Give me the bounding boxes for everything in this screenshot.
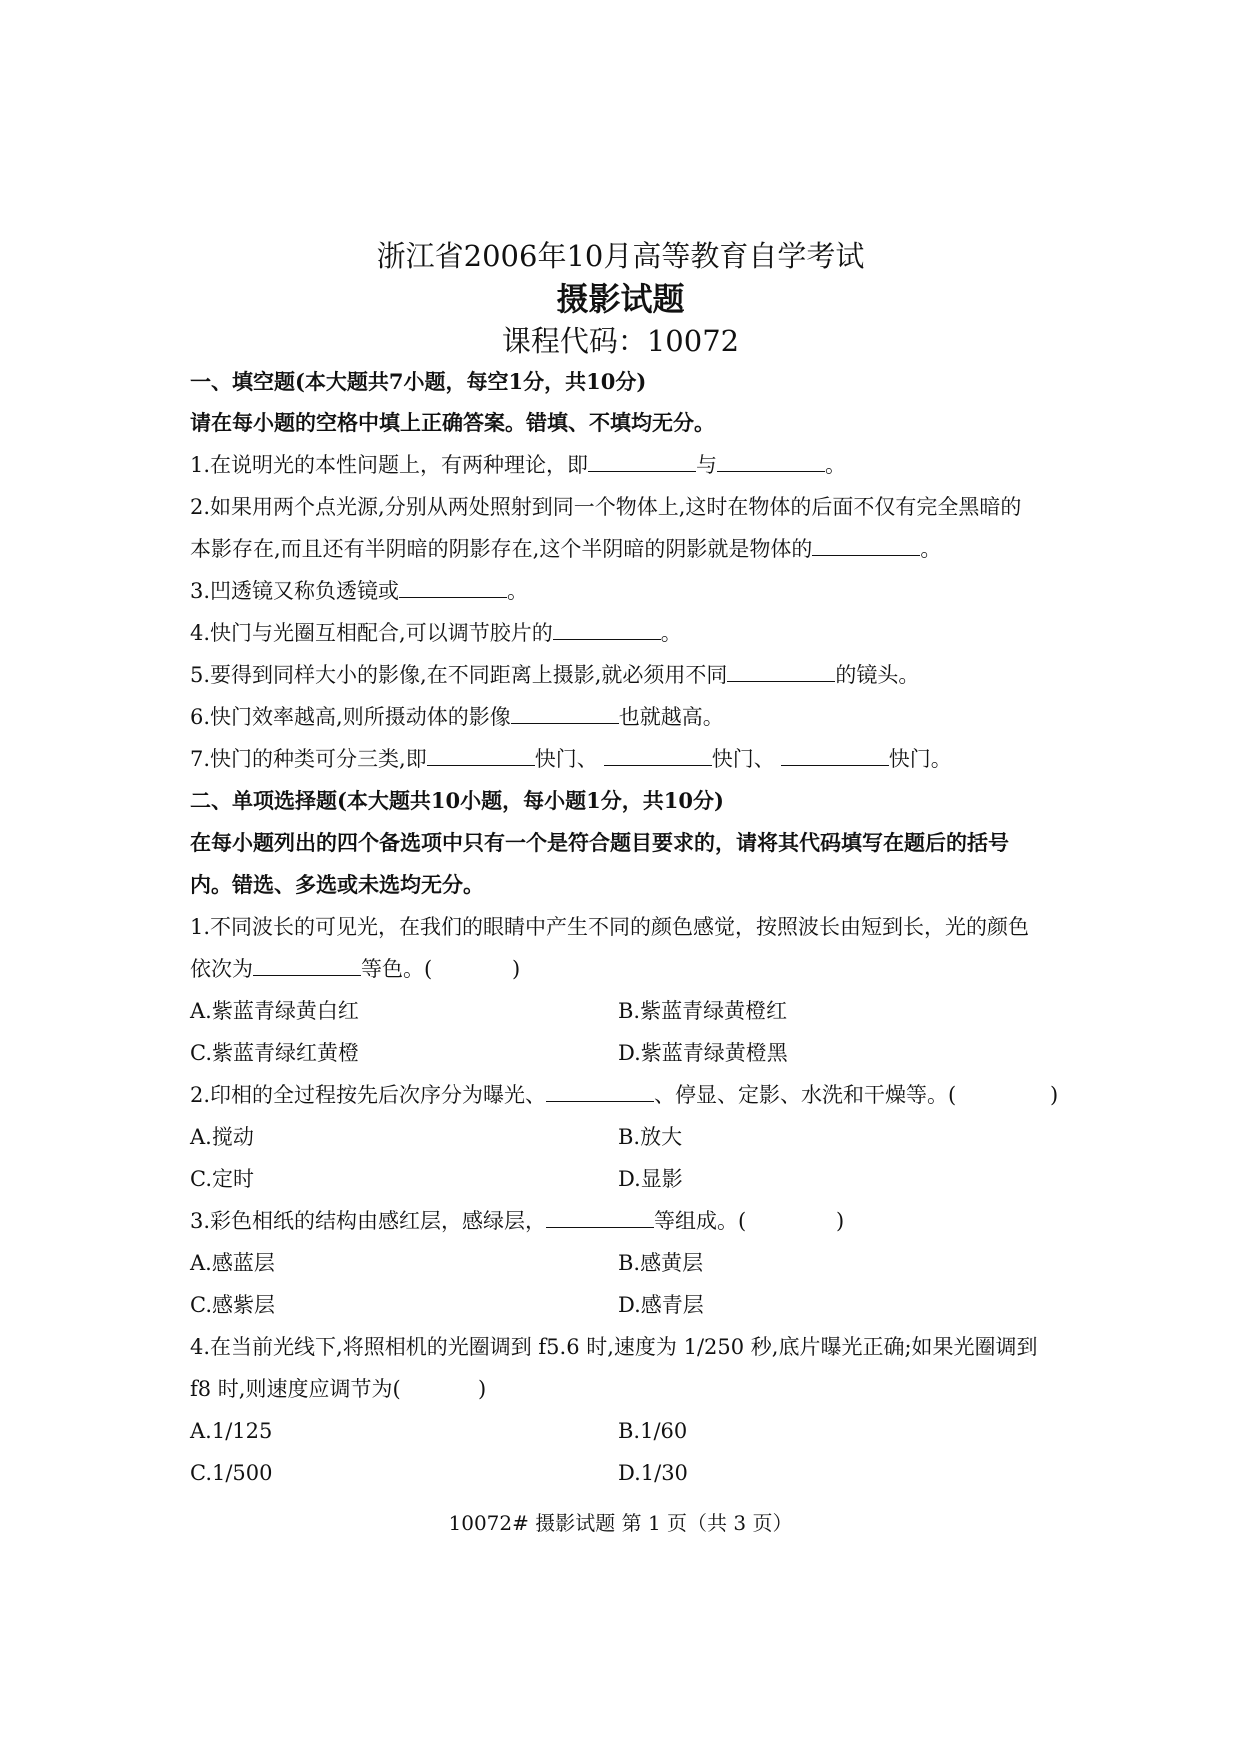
answer-blank [427, 745, 535, 766]
option-a: A.感蓝层 [190, 1251, 275, 1275]
question-text: 4.快门与光圈互相配合,可以调节胶片的 [190, 621, 553, 645]
fill-question-2-line1: 2.如果用两个点光源,分别从两处照射到同一个物体上,这时在物体的后面不仅有完全黑暗的 [190, 495, 1022, 519]
answer-blank [399, 577, 507, 598]
answer-blank [588, 451, 696, 472]
option-d: D.紫蓝青绿黄橙黑 [618, 1041, 788, 1065]
question-text: 。 [825, 453, 847, 477]
choice-question-1-line1: 1.不同波长的可见光，在我们的眼睛中产生不同的颜色感觉，按照波长由短到长，光的颜色 [190, 915, 1030, 939]
answer-blank [253, 955, 361, 976]
option-d: D.1/30 [618, 1461, 688, 1485]
answer-blank [553, 619, 661, 640]
question-text: 快门、 [534, 747, 598, 771]
question-text: 2.印相的全过程按先后次序分为曝光、 [190, 1083, 547, 1107]
answer-blank [546, 1081, 654, 1102]
option-b: B.1/60 [618, 1419, 688, 1443]
question-text: 快门。 [888, 747, 952, 771]
option-b: B.紫蓝青绿黄橙红 [618, 999, 788, 1023]
choice-question-4-line2: f8 时,则速度应调节为( [190, 1377, 401, 1401]
question-text: 3.彩色相纸的结构由感红层，感绿层， [190, 1209, 547, 1233]
section1-heading: 一、填空题(本大题共7小题，每空1分，共10分) [190, 369, 647, 394]
option-c: C.定时 [190, 1167, 254, 1191]
answer-paren-close: ) [836, 1209, 845, 1233]
answer-blank [604, 745, 712, 766]
answer-blank [717, 451, 825, 472]
question-text: 3.凹透镜又称负透镜或 [190, 579, 400, 603]
subject-title: 摄影试题 [556, 280, 685, 318]
choice-question-3 [190, 1206, 746, 1236]
choice-question-2 [190, 1080, 956, 1110]
option-d: D.显影 [618, 1167, 683, 1191]
question-text: 。 [507, 579, 529, 603]
question-text: 本影存在,而且还有半阴暗的阴影存在,这个半阴暗的阴影就是物体的 [190, 537, 813, 561]
question-text: 。 [920, 537, 942, 561]
section2-instruction-line1: 在每小题列出的四个备选项中只有一个是符合题目要求的，请将其代码填写在题后的括号 [190, 830, 1009, 855]
choice-question-1-line2 [190, 954, 432, 984]
answer-paren-close: ) [1050, 1083, 1059, 1107]
option-a: A.紫蓝青绿黄白红 [190, 999, 359, 1023]
answer-paren-close: ) [512, 957, 521, 981]
fill-question-3 [190, 576, 528, 606]
fill-question-7 [190, 744, 952, 774]
question-text: 的镜头。 [835, 663, 920, 687]
option-b: B.感黄层 [618, 1251, 704, 1275]
choice-question-4-line1: 4.在当前光线下,将照相机的光圈调到 f5.6 时,速度为 1/250 秒,底片曝光正确;如果光圈调到 [190, 1335, 1038, 1359]
question-text: 依次为 [190, 957, 253, 981]
question-text: 快门、 [711, 747, 775, 771]
question-text: 1.在说明光的本性问题上，有两种理论，即 [190, 453, 589, 477]
exam-title: 浙江省2006年10月高等教育自学考试 [376, 239, 865, 273]
answer-blank [546, 1207, 654, 1228]
question-text: 。 [660, 621, 682, 645]
question-text: 6.快门效率越高,则所摄动体的影像 [190, 705, 511, 729]
option-c: C.感紫层 [190, 1293, 275, 1317]
answer-paren-close: ) [478, 1377, 487, 1401]
section2-instruction-line2: 内。错选、多选或未选均无分。 [190, 872, 484, 897]
option-a: A.1/125 [190, 1419, 273, 1443]
page-footer: 10072# 摄影试题 第 1 页（共 3 页） [448, 1511, 793, 1535]
option-c: C.紫蓝青绿红黄橙 [190, 1041, 359, 1065]
question-text: 与 [696, 453, 718, 477]
answer-blank [727, 661, 835, 682]
question-text: 等色。( [361, 957, 433, 981]
option-a: A.搅动 [190, 1125, 254, 1149]
answer-blank [812, 535, 920, 556]
question-text: 5.要得到同样大小的影像,在不同距离上摄影,就必须用不同 [190, 663, 728, 687]
fill-question-5 [190, 660, 919, 690]
question-text: 7.快门的种类可分三类,即 [190, 747, 427, 771]
fill-question-6 [190, 702, 724, 732]
question-text: 也就越高。 [618, 705, 724, 729]
fill-question-2-line2 [190, 534, 941, 564]
question-text: 、停显、定影、水洗和干燥等。( [654, 1083, 957, 1107]
question-text: 等组成。( [654, 1209, 747, 1233]
course-code: 课程代码：10072 [501, 324, 740, 358]
section2-heading: 二、单项选择题(本大题共10小题，每小题1分，共10分) [190, 788, 724, 813]
option-c: C.1/500 [190, 1461, 273, 1485]
option-d: D.感青层 [618, 1293, 704, 1317]
fill-question-1 [190, 450, 846, 480]
section1-instruction: 请在每小题的空格中填上正确答案。错填、不填均无分。 [190, 410, 715, 435]
option-b: B.放大 [618, 1125, 683, 1149]
answer-blank [511, 703, 619, 724]
fill-question-4 [190, 618, 682, 648]
answer-blank [781, 745, 889, 766]
